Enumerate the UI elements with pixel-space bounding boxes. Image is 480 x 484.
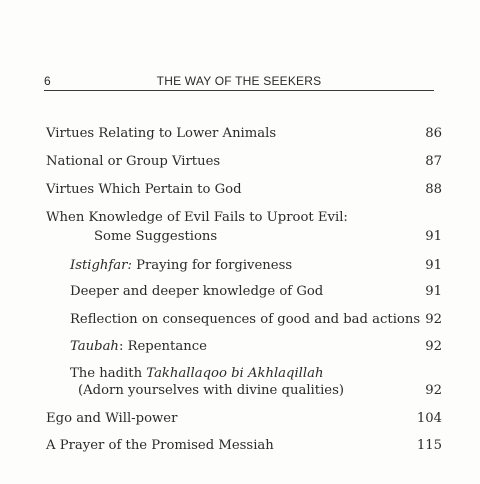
toc-entry-title: Ego and Will-power [46,411,178,426]
toc-entry-page: 87 [425,154,442,169]
toc-subentry-title [70,366,323,382]
toc-entry-title: When Knowledge of Evil Fails to Uproot Evil: [46,210,348,225]
toc-subentry-title: Deeper and deeper knowledge of God [70,284,324,299]
toc-entry-title: National or Group Virtues [46,154,221,169]
toc-subentry-title-continued: (Adorn yourselves with divine qualities) [78,383,345,398]
book-title: THE WAY OF THE SEEKERS [156,74,322,88]
toc-entry-title: A Prayer of the Promised Messiah [46,438,274,453]
toc-entry-page: 104 [416,411,442,426]
toc-entry-page: 88 [425,182,442,197]
toc-entry-page: 92 [425,383,442,398]
toc-entry-page: 86 [425,126,442,141]
toc-entry-page: 92 [425,312,442,327]
toc-subentry-title [70,258,292,274]
toc-entry-page: 115 [416,438,442,453]
toc-entry-text: : Repentance [118,339,207,354]
toc-entry-title: Virtues Relating to Lower Animals [46,126,277,141]
toc-italic-term: Taubah [70,339,119,354]
toc-entry-page: 91 [425,258,442,273]
toc-subentry-title: Reflection on consequences of good and bad actions [70,312,421,327]
toc-entry-page: 91 [425,284,442,299]
page-number: 6 [44,74,51,88]
toc-entry-title: Virtues Which Pertain to God [46,182,242,197]
toc-entry-page: 92 [425,339,442,354]
toc-italic-term: Takhallaqoo bi Akhlaqillah [146,366,324,381]
toc-entry-title-continued: Some Suggestions [94,229,218,244]
toc-italic-term: Istighfar: [70,258,132,273]
toc-entry-page: 91 [425,229,442,244]
toc-entry-text: Praying for forgiveness [131,258,293,273]
toc-subentry-title [70,339,207,355]
toc-entry-text: The hadith [70,366,147,381]
